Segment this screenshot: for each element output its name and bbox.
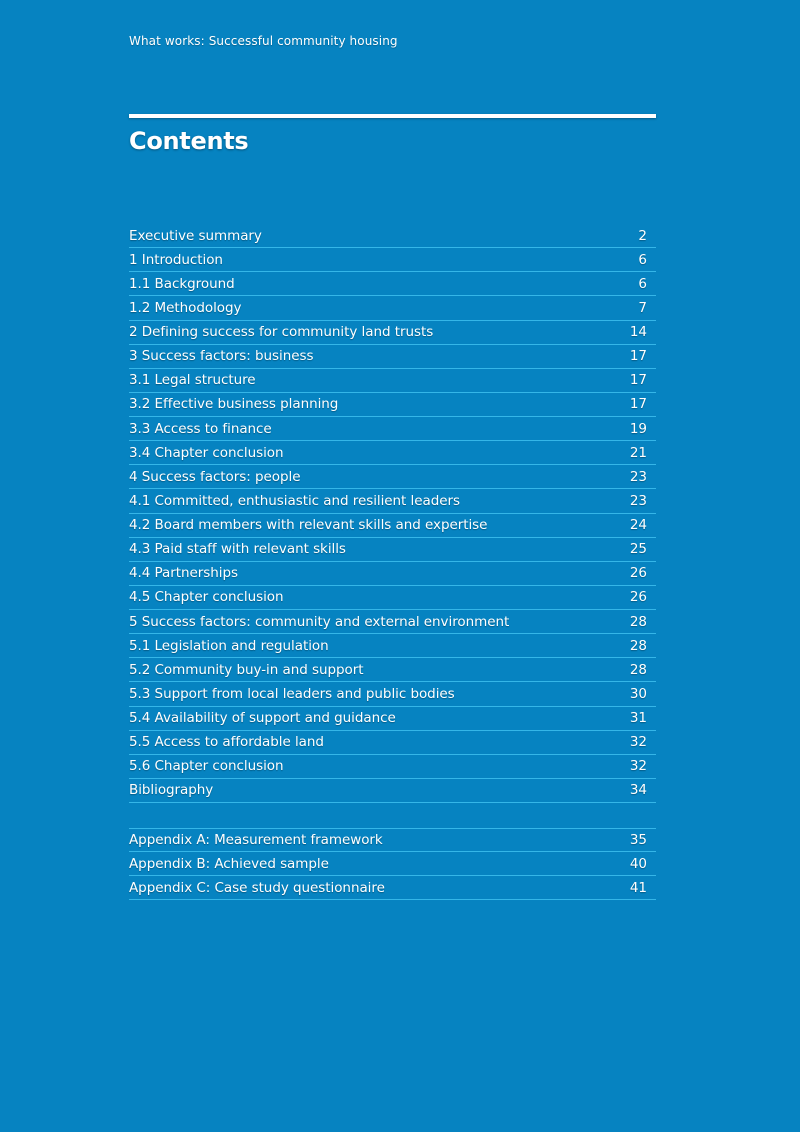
toc-entry-title: 3.4 Chapter conclusion — [129, 444, 284, 461]
toc-entry-page-number: 31 — [629, 710, 647, 727]
toc-entry[interactable] — [129, 417, 656, 441]
toc-entry[interactable] — [129, 876, 656, 900]
running-header: What works: Successful community housing — [129, 34, 398, 48]
toc-entry-page-number: 41 — [629, 879, 647, 896]
toc-entry-title: 3.1 Legal structure — [129, 372, 256, 389]
toc-appendix-list — [129, 828, 656, 900]
toc-entry[interactable] — [129, 586, 656, 610]
toc-entry[interactable] — [129, 731, 656, 755]
toc-entry-page-number: 19 — [629, 420, 647, 437]
toc-entry[interactable] — [129, 658, 656, 682]
toc-entry-title: 5.4 Availability of support and guidance — [129, 710, 396, 727]
toc-entry-page-number: 26 — [629, 565, 647, 582]
toc-entry[interactable] — [129, 345, 656, 369]
toc-entry-page-number: 28 — [629, 637, 647, 654]
toc-entry-page-number: 28 — [629, 661, 647, 678]
toc-entry[interactable] — [129, 514, 656, 538]
toc-main-list — [129, 224, 656, 803]
toc-entry-title: Appendix B: Achieved sample — [129, 855, 329, 872]
toc-entry[interactable] — [129, 224, 656, 248]
toc-entry-title: 5.2 Community buy-in and support — [129, 661, 364, 678]
toc-entry-title: 3 Success factors: business — [129, 348, 314, 365]
toc-entry[interactable] — [129, 610, 656, 634]
toc-entry-page-number: 28 — [629, 613, 647, 630]
toc-entry-title: 1 Introduction — [129, 251, 223, 268]
toc-entry-page-number: 17 — [629, 348, 647, 365]
toc-entry-page-number: 35 — [629, 832, 647, 849]
title-rule — [129, 114, 656, 118]
toc-entry-title: 4.1 Committed, enthusiastic and resilient leaders — [129, 492, 460, 509]
toc-entry-title: 3.3 Access to finance — [129, 420, 272, 437]
toc-entry-page-number: 14 — [629, 324, 647, 341]
toc-entry[interactable] — [129, 634, 656, 658]
toc-entry-page-number: 24 — [629, 517, 647, 534]
toc-entry[interactable] — [129, 465, 656, 489]
toc-entry-page-number: 17 — [629, 372, 647, 389]
toc-entry[interactable] — [129, 779, 656, 803]
toc-entry[interactable] — [129, 538, 656, 562]
toc-entry-title: 4 Success factors: people — [129, 468, 301, 485]
toc-entry-page-number: 23 — [629, 492, 647, 509]
toc-entry[interactable] — [129, 441, 656, 465]
toc-entry-title: 4.3 Paid staff with relevant skills — [129, 541, 346, 558]
toc-entry-title: 3.2 Effective business planning — [129, 396, 339, 413]
toc-entry-page-number: 30 — [629, 685, 647, 702]
toc-entry[interactable] — [129, 321, 656, 345]
toc-entry-title: 5.1 Legislation and regulation — [129, 637, 329, 654]
toc-entry-page-number: 34 — [629, 782, 647, 799]
toc-entry-title: 1.2 Methodology — [129, 299, 242, 316]
toc-entry-page-number: 21 — [629, 444, 647, 461]
toc-entry-title: 5.5 Access to affordable land — [129, 734, 324, 751]
toc-entry-title: Executive summary — [129, 227, 262, 244]
toc-entry-title: Bibliography — [129, 782, 214, 799]
toc-entry[interactable] — [129, 562, 656, 586]
toc-entry[interactable] — [129, 248, 656, 272]
toc-entry[interactable] — [129, 852, 656, 876]
toc-entry-page-number: 2 — [638, 227, 647, 244]
toc-entry[interactable] — [129, 272, 656, 296]
toc-entry-page-number: 7 — [638, 299, 647, 316]
toc-entry-page-number: 23 — [629, 468, 647, 485]
toc-entry[interactable] — [129, 296, 656, 320]
toc-entry-title: Appendix A: Measurement framework — [129, 832, 383, 849]
toc-entry[interactable] — [129, 393, 656, 417]
toc-entry-title: 2 Defining success for community land trusts — [129, 324, 434, 341]
toc-entry-page-number: 6 — [638, 251, 647, 268]
toc-entry[interactable] — [129, 755, 656, 779]
toc-entry-page-number: 17 — [629, 396, 647, 413]
toc-entry-title: Appendix C: Case study questionnaire — [129, 879, 385, 896]
page-title: Contents — [129, 127, 249, 155]
toc-entry-page-number: 26 — [629, 589, 647, 606]
toc-entry-title: 4.2 Board members with relevant skills and expertise — [129, 517, 488, 534]
toc-entry-page-number: 32 — [629, 758, 647, 775]
toc-entry[interactable] — [129, 369, 656, 393]
toc-entry[interactable] — [129, 682, 656, 706]
toc-entry-title: 5.6 Chapter conclusion — [129, 758, 284, 775]
toc-entry[interactable] — [129, 489, 656, 513]
toc-entry-page-number: 25 — [629, 541, 647, 558]
toc-entry-title: 5.3 Support from local leaders and public bodies — [129, 685, 455, 702]
toc-entry-title: 5 Success factors: community and external environment — [129, 613, 510, 630]
toc-entry[interactable] — [129, 828, 656, 852]
toc-entry-title: 4.4 Partnerships — [129, 565, 238, 582]
toc-entry-title: 1.1 Background — [129, 275, 235, 292]
toc-entry-page-number: 6 — [638, 275, 647, 292]
toc-entry[interactable] — [129, 707, 656, 731]
toc-entry-page-number: 40 — [629, 855, 647, 872]
toc-entry-page-number: 32 — [629, 734, 647, 751]
toc-entry-title: 4.5 Chapter conclusion — [129, 589, 284, 606]
